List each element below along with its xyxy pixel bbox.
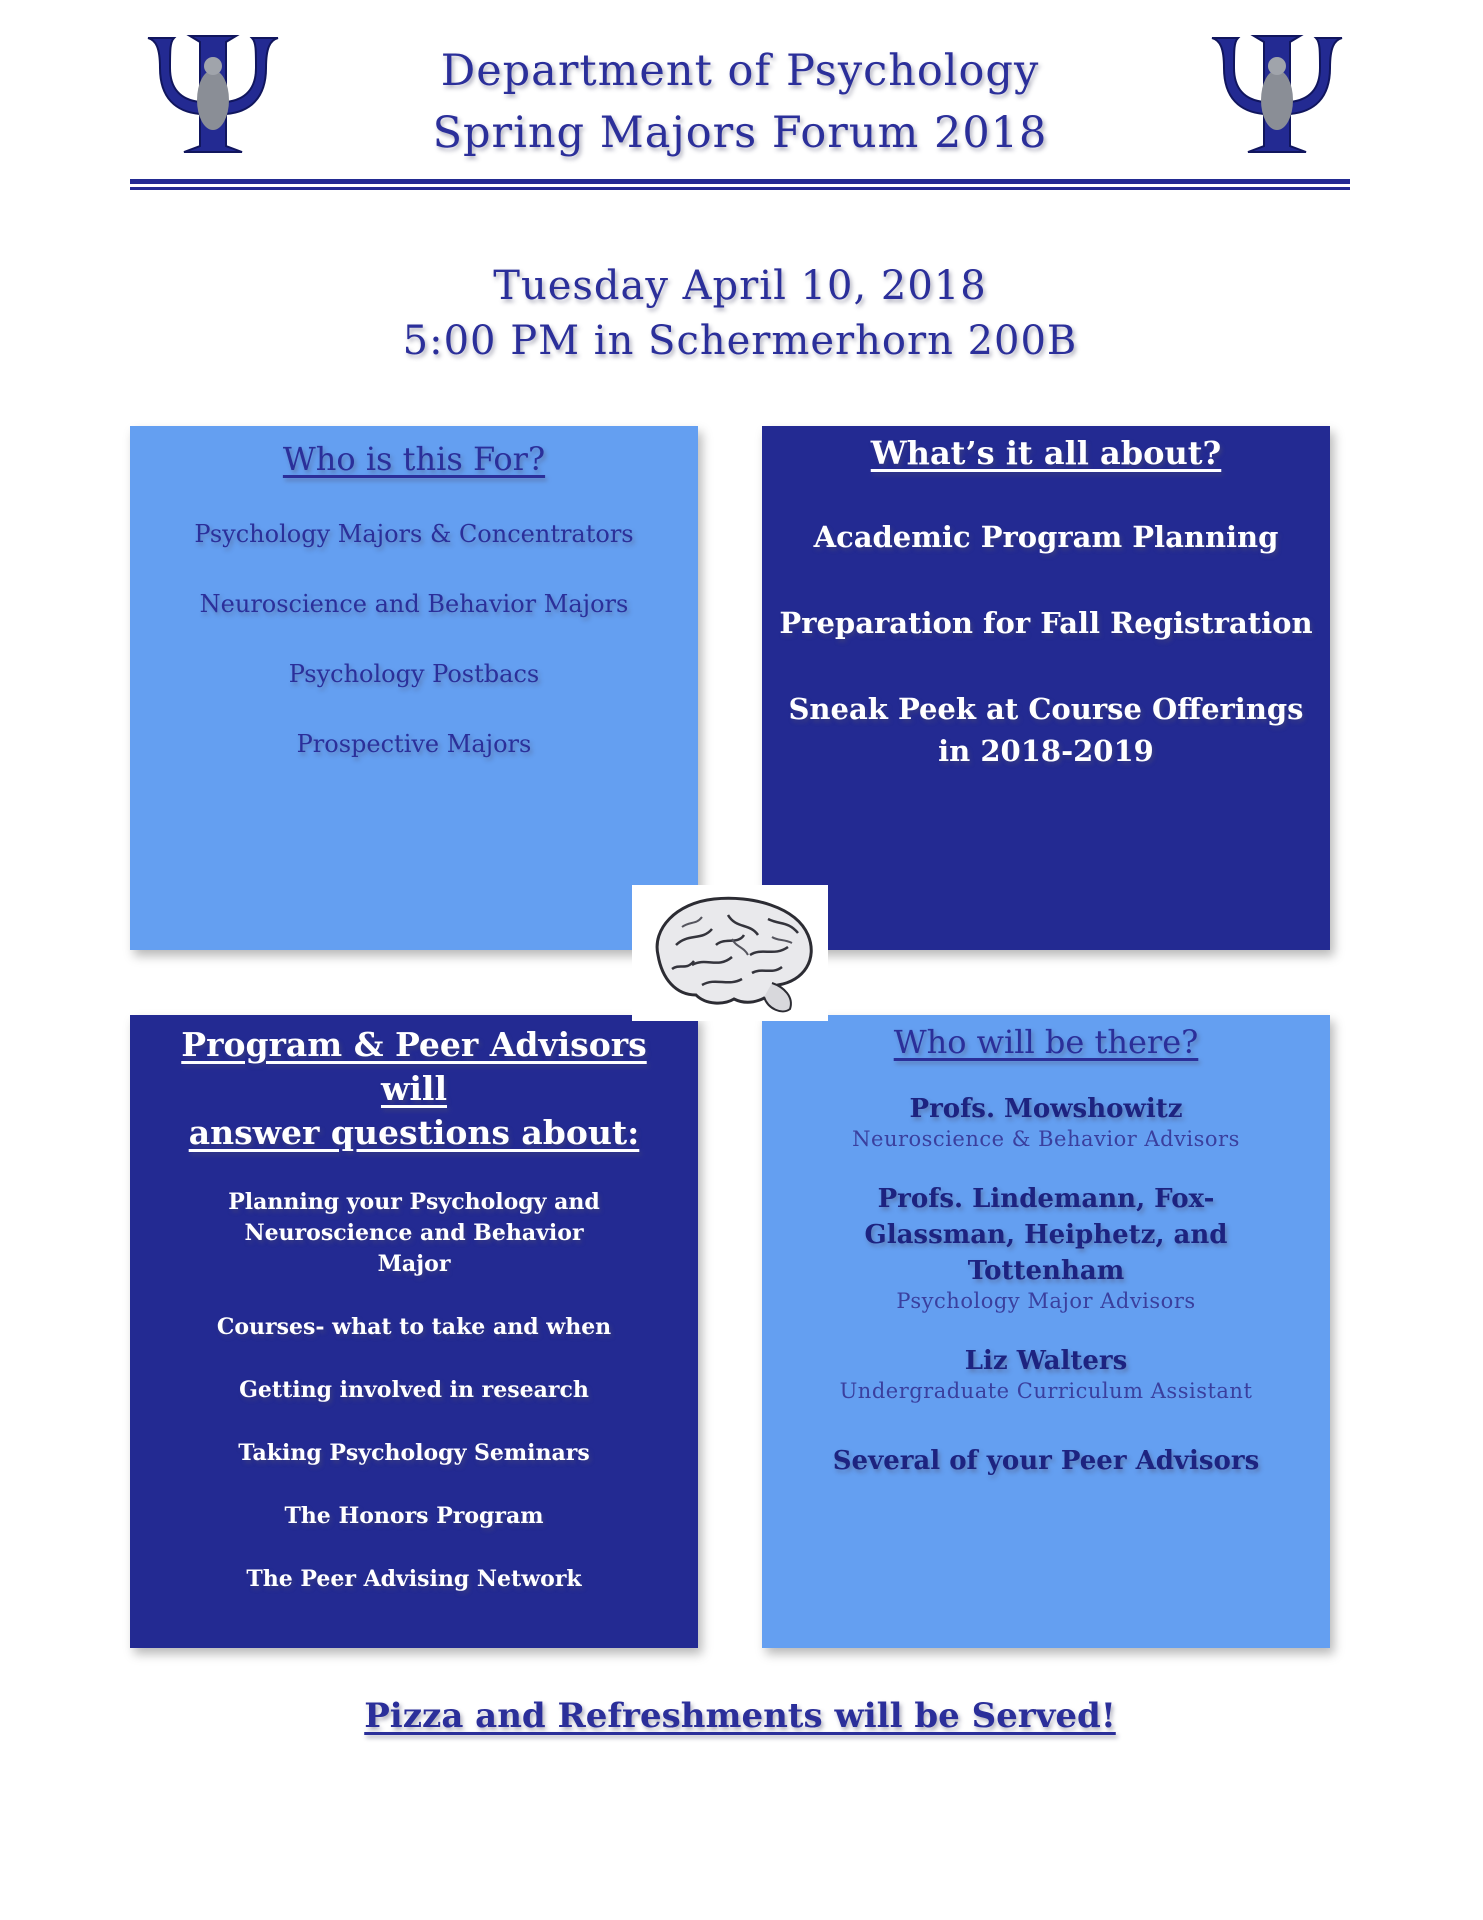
attendee-name: Several of your Peer Advisors <box>832 1446 1260 1476</box>
refreshments-note: Pizza and Refreshments will be Served! <box>364 1696 1116 1736</box>
list-item: Getting involved in research <box>239 1377 589 1403</box>
list-item: The Peer Advising Network <box>246 1566 582 1592</box>
attendee-role: Psychology Major Advisors <box>896 1289 1196 1313</box>
event-time-place: 5:00 PM in Schermerhorn 200B <box>402 318 1078 364</box>
list-item: Preparation for Fall Registration <box>779 606 1313 640</box>
attendee-name: Profs. Mowshowitz <box>909 1094 1183 1124</box>
attendee-group <box>776 1181 1316 1313</box>
attendee-role: Undergraduate Curriculum Assistant <box>839 1379 1253 1403</box>
attendee-group <box>776 1343 1316 1403</box>
list-item: Prospective Majors <box>296 730 532 758</box>
advisors-panel <box>130 1015 698 1648</box>
list-item: Neuroscience and Behavior Majors <box>199 590 629 618</box>
brain-icon <box>632 885 828 1021</box>
list-item: Academic Program Planning <box>813 520 1279 554</box>
attendee-group <box>776 1443 1316 1479</box>
list-item: Sneak Peek at Course Offerings in 2018-2019 <box>788 692 1304 768</box>
attendee-name: Profs. Lindemann, Fox-Glassman, Heiphetz, and Tottenham <box>864 1184 1228 1286</box>
list-item: Courses- what to take and when <box>216 1314 612 1340</box>
attendee-role: Neuroscience & Behavior Advisors <box>852 1127 1240 1151</box>
who-for-heading: Who is this For? <box>282 440 546 478</box>
attendee-group <box>776 1091 1316 1151</box>
about-heading: What’s it all about? <box>870 434 1222 472</box>
list-item: Psychology Postbacs <box>288 660 540 688</box>
psi-logo-icon <box>1202 28 1352 163</box>
about-panel <box>762 426 1330 950</box>
header-divider <box>130 179 1350 184</box>
list-item: Psychology Majors & Concentrators <box>194 520 634 548</box>
page-subtitle: Spring Majors Forum 2018 <box>432 108 1048 158</box>
event-date: Tuesday April 10, 2018 <box>493 263 987 309</box>
list-item: Planning your Psychology and Neuroscience and Behavior Major <box>228 1189 600 1277</box>
list-item: Taking Psychology Seminars <box>238 1440 590 1466</box>
who-for-panel <box>130 426 698 950</box>
psi-logo-icon <box>138 28 288 163</box>
brain-illustration <box>632 885 828 1021</box>
page-title: Department of Psychology <box>440 46 1040 96</box>
advisors-heading-line2: answer questions about: <box>188 1113 640 1152</box>
attendee-name: Liz Walters <box>964 1346 1128 1376</box>
list-item: The Honors Program <box>284 1503 544 1529</box>
header-divider-thin <box>130 187 1350 190</box>
advisors-heading <box>144 1023 684 1155</box>
attendees-panel <box>762 1015 1330 1648</box>
advisors-heading-line1: Program & Peer Advisors will <box>181 1025 647 1108</box>
attendees-heading: Who will be there? <box>893 1023 1199 1061</box>
